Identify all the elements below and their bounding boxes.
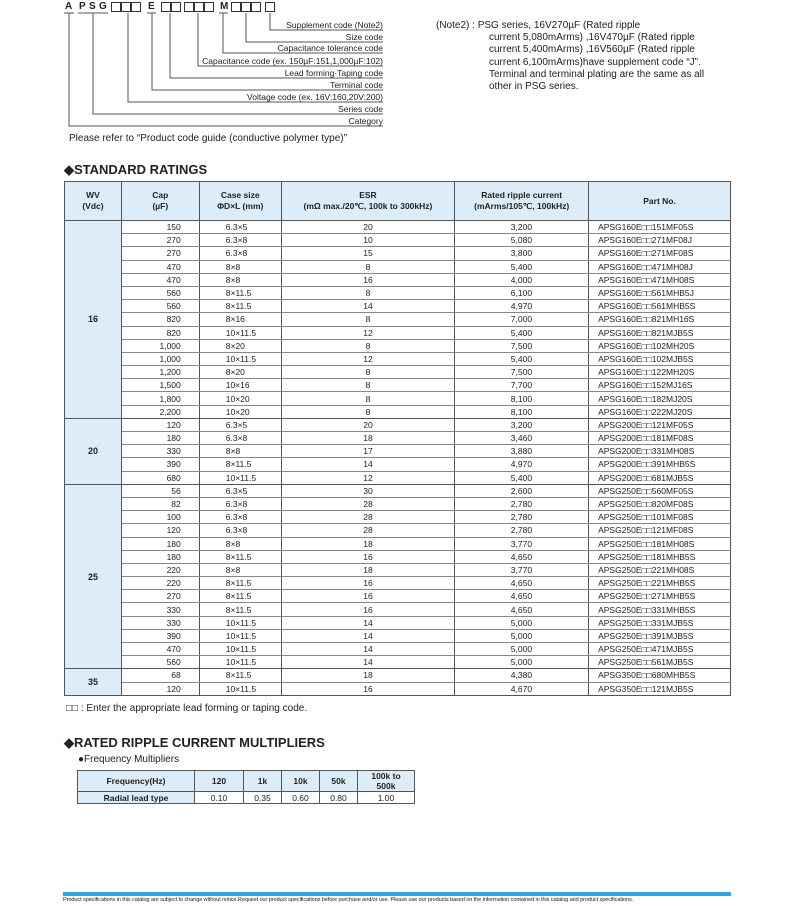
part-number-cell: APSG160E□□471MH08J — [589, 260, 731, 273]
cap-cell: 390 — [121, 458, 199, 471]
ripple-current-cell: 4,670 — [455, 682, 589, 695]
frequency-cell: 10k — [282, 771, 320, 792]
note2-line: current 6,100mArms)have supplement code “J”. — [489, 56, 701, 68]
part-number-cell: APSG250E□□221MHB5S — [589, 577, 731, 590]
code-box — [184, 2, 194, 12]
code-char-g: G — [99, 1, 107, 12]
ripple-current-cell: 6,100 — [455, 286, 589, 299]
part-number-cell: APSG250E□□820MF08S — [589, 497, 731, 510]
esr-cell: 18 — [281, 563, 455, 576]
frequency-header: Frequency(Hz) — [78, 771, 195, 792]
header-esr: ESR (mΩ max./20℃, 100k to 300kHz) — [281, 182, 455, 221]
code-box — [265, 2, 275, 12]
table-row — [65, 366, 731, 379]
cap-cell: 470 — [121, 273, 199, 286]
esr-cell: 16 — [281, 273, 455, 286]
ripple-current-cell: 4,970 — [455, 300, 589, 313]
cap-cell: 180 — [121, 537, 199, 550]
table-row — [65, 221, 731, 234]
header-wv: WV (Vdc) — [65, 182, 122, 221]
esr-cell: 14 — [281, 643, 455, 656]
ripple-current-cell: 3,770 — [455, 563, 589, 576]
label-lead-code: Lead forming·Taping code — [284, 68, 383, 78]
note2-line: current 5,080mArms) ,16V470µF (Rated ripple — [489, 32, 695, 44]
table-row — [65, 300, 731, 313]
esr-cell: 20 — [281, 418, 455, 431]
ripple-current-cell: 7,000 — [455, 313, 589, 326]
ripple-current-cell: 2,780 — [455, 511, 589, 524]
ripple-current-cell: 2,780 — [455, 524, 589, 537]
multiplier-row — [78, 792, 415, 804]
wv-cell: 35 — [65, 669, 122, 695]
part-number-cell: APSG250E□□391MJB5S — [589, 629, 731, 642]
esr-cell: 28 — [281, 497, 455, 510]
case-size-cell: 8×20 — [199, 366, 281, 379]
case-size-cell: 8×11.5 — [199, 590, 281, 603]
cap-cell: 120 — [121, 524, 199, 537]
esr-cell: 8 — [281, 405, 455, 418]
cap-cell: 270 — [121, 590, 199, 603]
footer-bar — [63, 892, 731, 896]
standard-ratings-body — [65, 221, 731, 696]
case-size-cell: 10×16 — [199, 379, 281, 392]
table-row — [65, 550, 731, 563]
esr-cell: 17 — [281, 445, 455, 458]
ripple-current-cell: 3,770 — [455, 537, 589, 550]
case-size-cell: 8×11.5 — [199, 577, 281, 590]
table-row — [65, 392, 731, 405]
ripple-current-cell: 5,000 — [455, 656, 589, 669]
case-size-cell: 8×8 — [199, 537, 281, 550]
table-row — [65, 352, 731, 365]
code-char-p: P — [79, 1, 86, 12]
table-row — [65, 629, 731, 642]
cap-cell: 180 — [121, 432, 199, 445]
esr-cell: 12 — [281, 471, 455, 484]
esr-cell: 14 — [281, 629, 455, 642]
frequency-multipliers-table — [77, 770, 415, 804]
table-row — [65, 563, 731, 576]
header-ripple-current: Rated ripple current (mArms/105℃, 100kHz) — [455, 182, 589, 221]
label-size-code: Size code — [345, 32, 383, 42]
esr-cell: 28 — [281, 524, 455, 537]
label-series-code: Series code — [338, 104, 383, 114]
cap-cell: 390 — [121, 629, 199, 642]
case-size-cell: 6.3×8 — [199, 247, 281, 260]
label-category: Category — [348, 116, 383, 126]
cap-cell: 470 — [121, 643, 199, 656]
note2 — [436, 20, 704, 93]
part-number-cell: APSG250E□□331MHB5S — [589, 603, 731, 616]
part-number-cell: APSG200E□□181MF08S — [589, 432, 731, 445]
table-header-row — [65, 182, 731, 221]
label-capacitance-code: Capacitance code (ex. 150µF:151,1,000µF:102) — [202, 56, 383, 66]
part-number-cell: APSG160E□□102MJB5S — [589, 352, 731, 365]
footer-disclaimer: Product specifications in this catalog are subject to change without notice.Request our product specifications before purchase and/or use. Please use our products based on the information contained in this catalog and product specifications. — [63, 897, 634, 903]
table-row — [65, 643, 731, 656]
cap-cell: 470 — [121, 260, 199, 273]
cap-cell: 330 — [121, 603, 199, 616]
ripple-current-cell: 4,650 — [455, 603, 589, 616]
cap-cell: 120 — [121, 418, 199, 431]
label-supplement-code: Supplement code (Note2) — [286, 20, 383, 30]
table-row — [65, 234, 731, 247]
case-size-cell: 8×11.5 — [199, 286, 281, 299]
code-box — [121, 2, 131, 12]
case-size-cell: 8×11.5 — [199, 550, 281, 563]
note2-label: (Note2) : — [436, 20, 478, 31]
part-number-cell: APSG250E□□181MHB5S — [589, 550, 731, 563]
esr-cell: 14 — [281, 656, 455, 669]
case-size-cell: 8×11.5 — [199, 300, 281, 313]
cap-cell: 820 — [121, 326, 199, 339]
code-char-e: E — [148, 1, 155, 12]
ripple-current-cell: 3,800 — [455, 247, 589, 260]
part-number-cell: APSG160E□□222MJ20S — [589, 405, 731, 418]
note2-line: Terminal and terminal plating are the same as all — [489, 68, 705, 80]
part-number-cell: APSG160E□□471MH08S — [589, 273, 731, 286]
wv-cell: 16 — [65, 221, 122, 419]
case-size-cell: 8×11.5 — [199, 603, 281, 616]
esr-cell: 18 — [281, 669, 455, 682]
cap-cell: 220 — [121, 577, 199, 590]
code-box — [131, 2, 141, 12]
cap-cell: 330 — [121, 445, 199, 458]
case-size-cell: 10×11.5 — [199, 352, 281, 365]
ripple-current-cell: 4,970 — [455, 458, 589, 471]
part-number-cell: APSG200E□□331MH08S — [589, 445, 731, 458]
part-number-cell: APSG160E□□271MF08J — [589, 234, 731, 247]
table-row — [65, 326, 731, 339]
multiplier-cell: 1.00 — [358, 792, 415, 804]
table-row — [65, 432, 731, 445]
part-number-cell: APSG250E□□271MHB5S — [589, 590, 731, 603]
table-row — [65, 339, 731, 352]
cap-cell: 1,800 — [121, 392, 199, 405]
part-number-cell: APSG350E□□121MJB5S — [589, 682, 731, 695]
standard-ratings-heading: ◆STANDARD RATINGS — [64, 162, 208, 177]
table-row — [65, 273, 731, 286]
cap-cell: 180 — [121, 550, 199, 563]
esr-cell: 12 — [281, 326, 455, 339]
code-box — [171, 2, 181, 12]
part-number-cell: APSG200E□□681MJB5S — [589, 471, 731, 484]
case-size-cell: 8×8 — [199, 445, 281, 458]
code-box — [241, 2, 251, 12]
esr-cell: 15 — [281, 247, 455, 260]
multiplier-cell: 0.10 — [195, 792, 244, 804]
cap-cell: 150 — [121, 221, 199, 234]
esr-cell: 16 — [281, 590, 455, 603]
case-size-cell: 10×20 — [199, 405, 281, 418]
case-size-cell: 6.3×8 — [199, 511, 281, 524]
standard-ratings-table — [64, 181, 731, 696]
ripple-current-cell: 3,880 — [455, 445, 589, 458]
part-number-cell: APSG160E□□821MJB5S — [589, 326, 731, 339]
product-code-diagram — [0, 0, 400, 150]
case-size-cell: 10×11.5 — [199, 326, 281, 339]
table-row — [65, 590, 731, 603]
ripple-current-cell: 5,080 — [455, 234, 589, 247]
cap-cell: 560 — [121, 300, 199, 313]
case-size-cell: 10×11.5 — [199, 629, 281, 642]
cap-cell: 68 — [121, 669, 199, 682]
table-row — [65, 656, 731, 669]
code-char-a: A — [65, 1, 73, 12]
cap-cell: 1,000 — [121, 352, 199, 365]
part-number-cell: APSG250E□□221MH08S — [589, 563, 731, 576]
label-voltage-code: Voltage code (ex. 16V:160,20V:200) — [247, 92, 383, 102]
part-number-cell: APSG200E□□121MF05S — [589, 418, 731, 431]
cap-cell: 820 — [121, 313, 199, 326]
cap-cell: 82 — [121, 497, 199, 510]
part-number-cell: APSG250E□□121MF08S — [589, 524, 731, 537]
part-number-cell: APSG250E□□331MJB5S — [589, 616, 731, 629]
cap-cell: 2,200 — [121, 405, 199, 418]
table-row — [65, 511, 731, 524]
table-row — [65, 418, 731, 431]
esr-cell: 10 — [281, 234, 455, 247]
esr-cell: 16 — [281, 550, 455, 563]
table-row — [65, 458, 731, 471]
frequency-cell: 100k to 500k — [358, 771, 415, 792]
part-number-cell: APSG160E□□182MJ20S — [589, 392, 731, 405]
ripple-current-cell: 5,400 — [455, 326, 589, 339]
case-size-cell: 6.3×8 — [199, 234, 281, 247]
esr-cell: 16 — [281, 682, 455, 695]
case-size-cell: 10×11.5 — [199, 616, 281, 629]
code-char-s: S — [89, 1, 96, 12]
esr-cell: 8 — [281, 286, 455, 299]
wv-cell: 25 — [65, 484, 122, 669]
part-number-cell: APSG160E□□102MH20S — [589, 339, 731, 352]
esr-cell: 28 — [281, 511, 455, 524]
ripple-current-cell: 5,000 — [455, 629, 589, 642]
table-row — [65, 471, 731, 484]
case-size-cell: 8×20 — [199, 339, 281, 352]
case-size-cell: 8×8 — [199, 273, 281, 286]
frequency-cell: 1k — [244, 771, 282, 792]
esr-cell: 18 — [281, 432, 455, 445]
case-size-cell: 8×8 — [199, 563, 281, 576]
taping-code-footnote: □□ : Enter the appropriate lead forming or taping code. — [66, 703, 308, 714]
table-row — [65, 682, 731, 695]
multiplier-cell: 0.35 — [244, 792, 282, 804]
product-code-reference: Please refer to “Product code guide (conductive polymer type)” — [69, 133, 347, 144]
esr-cell: 8 — [281, 366, 455, 379]
case-size-cell: 6.3×8 — [199, 524, 281, 537]
note2-line: current 5,400mArms) ,16V560µF (Rated ripple — [489, 44, 695, 56]
cap-cell: 220 — [121, 563, 199, 576]
multiplier-cell: 0.60 — [282, 792, 320, 804]
esr-cell: 16 — [281, 603, 455, 616]
esr-cell: 18 — [281, 537, 455, 550]
part-number-cell: APSG160E□□821MH16S — [589, 313, 731, 326]
cap-cell: 270 — [121, 247, 199, 260]
esr-cell: 14 — [281, 300, 455, 313]
note2-line: PSG series, 16V270µF (Rated ripple — [477, 20, 641, 31]
case-size-cell: 6.3×5 — [199, 484, 281, 497]
cap-cell: 270 — [121, 234, 199, 247]
code-box — [251, 2, 261, 12]
ripple-current-cell: 5,400 — [455, 260, 589, 273]
ripple-current-cell: 4,650 — [455, 550, 589, 563]
case-size-cell: 8×11.5 — [199, 669, 281, 682]
header-part-no: Part No. — [589, 182, 731, 221]
ripple-current-cell: 4,000 — [455, 273, 589, 286]
esr-cell: 8 — [281, 339, 455, 352]
frequency-cell: 120 — [195, 771, 244, 792]
part-number-cell: APSG200E□□391MHB5S — [589, 458, 731, 471]
table-row — [65, 669, 731, 682]
ripple-current-cell: 8,100 — [455, 405, 589, 418]
case-size-cell: 10×20 — [199, 392, 281, 405]
part-number-cell: APSG160E□□561MHB5S — [589, 300, 731, 313]
cap-cell: 56 — [121, 484, 199, 497]
esr-cell: 8 — [281, 392, 455, 405]
part-number-cell: APSG350E□□680MHB5S — [589, 669, 731, 682]
table-row — [65, 247, 731, 260]
table-row — [65, 577, 731, 590]
ripple-current-cell: 4,380 — [455, 669, 589, 682]
frequency-cell: 50k — [320, 771, 358, 792]
part-number-cell: APSG250E□□561MJB5S — [589, 656, 731, 669]
table-row — [65, 260, 731, 273]
code-box — [231, 2, 241, 12]
ripple-current-cell: 2,780 — [455, 497, 589, 510]
frequency-multipliers-subtitle: ●Frequency Multipliers — [78, 754, 180, 765]
table-row — [65, 484, 731, 497]
cap-cell: 100 — [121, 511, 199, 524]
cap-cell: 1,000 — [121, 339, 199, 352]
header-cap: Cap (µF) — [121, 182, 199, 221]
case-size-cell: 6.3×5 — [199, 221, 281, 234]
ripple-current-cell: 7,500 — [455, 366, 589, 379]
table-row — [65, 616, 731, 629]
ripple-current-cell: 8,100 — [455, 392, 589, 405]
table-row — [65, 537, 731, 550]
cap-cell: 680 — [121, 471, 199, 484]
cap-cell: 560 — [121, 656, 199, 669]
code-box — [161, 2, 171, 12]
part-number-cell: APSG250E□□560MF05S — [589, 484, 731, 497]
esr-cell: 8 — [281, 260, 455, 273]
ripple-current-cell: 2,600 — [455, 484, 589, 497]
ripple-current-cell: 3,200 — [455, 418, 589, 431]
ripple-current-cell: 5,400 — [455, 352, 589, 365]
esr-cell: 8 — [281, 379, 455, 392]
ripple-current-cell: 4,650 — [455, 577, 589, 590]
table-row — [65, 405, 731, 418]
ripple-current-cell: 5,400 — [455, 471, 589, 484]
case-size-cell: 8×8 — [199, 260, 281, 273]
esr-cell: 30 — [281, 484, 455, 497]
code-box — [204, 2, 214, 12]
part-number-cell: APSG160E□□271MF08S — [589, 247, 731, 260]
table-row — [65, 286, 731, 299]
part-number-cell: APSG160E□□151MF05S — [589, 221, 731, 234]
cap-cell: 1,200 — [121, 366, 199, 379]
header-case-size: Case size ΦD×L (mm) — [199, 182, 281, 221]
table-row — [65, 603, 731, 616]
frequency-row — [78, 771, 415, 792]
ripple-current-cell: 5,000 — [455, 616, 589, 629]
part-number-cell: APSG250E□□181MH08S — [589, 537, 731, 550]
part-number-cell: APSG160E□□561MHB5J — [589, 286, 731, 299]
cap-cell: 560 — [121, 286, 199, 299]
code-char-m: M — [220, 1, 229, 12]
esr-cell: 14 — [281, 458, 455, 471]
esr-cell: 16 — [281, 577, 455, 590]
table-row — [65, 445, 731, 458]
esr-cell: 20 — [281, 221, 455, 234]
case-size-cell: 10×11.5 — [199, 656, 281, 669]
table-row — [65, 524, 731, 537]
part-number-cell: APSG160E□□152MJ16S — [589, 379, 731, 392]
code-box — [194, 2, 204, 12]
table-row — [65, 379, 731, 392]
part-number-cell: APSG250E□□101MF08S — [589, 511, 731, 524]
ripple-current-cell: 5,000 — [455, 643, 589, 656]
multiplier-cell: 0.80 — [320, 792, 358, 804]
table-row — [65, 497, 731, 510]
multipliers-heading: ◆RATED RIPPLE CURRENT MULTIPLIERS — [64, 735, 325, 750]
case-size-cell: 6.3×8 — [199, 432, 281, 445]
case-size-cell: 10×11.5 — [199, 643, 281, 656]
label-tolerance-code: Capacitance tolerance code — [277, 43, 383, 53]
case-size-cell: 10×11.5 — [199, 471, 281, 484]
esr-cell: 8 — [281, 313, 455, 326]
ripple-current-cell: 7,500 — [455, 339, 589, 352]
part-number-cell: APSG250E□□471MJB5S — [589, 643, 731, 656]
case-size-cell: 6.3×8 — [199, 497, 281, 510]
ripple-current-cell: 4,650 — [455, 590, 589, 603]
label-terminal-code: Terminal code — [330, 80, 383, 90]
cap-cell: 120 — [121, 682, 199, 695]
table-row — [65, 313, 731, 326]
part-number-cell: APSG160E□□122MH20S — [589, 366, 731, 379]
ripple-current-cell: 3,460 — [455, 432, 589, 445]
case-size-cell: 8×16 — [199, 313, 281, 326]
cap-cell: 330 — [121, 616, 199, 629]
cap-cell: 1,500 — [121, 379, 199, 392]
radial-lead-header: Radial lead type — [78, 792, 195, 804]
esr-cell: 12 — [281, 352, 455, 365]
case-size-cell: 8×11.5 — [199, 458, 281, 471]
note2-line: other in PSG series. — [489, 81, 579, 93]
code-box — [111, 2, 121, 12]
case-size-cell: 6.3×5 — [199, 418, 281, 431]
ripple-current-cell: 7,700 — [455, 379, 589, 392]
case-size-cell: 10×11.5 — [199, 682, 281, 695]
esr-cell: 14 — [281, 616, 455, 629]
wv-cell: 20 — [65, 418, 122, 484]
ripple-current-cell: 3,200 — [455, 221, 589, 234]
